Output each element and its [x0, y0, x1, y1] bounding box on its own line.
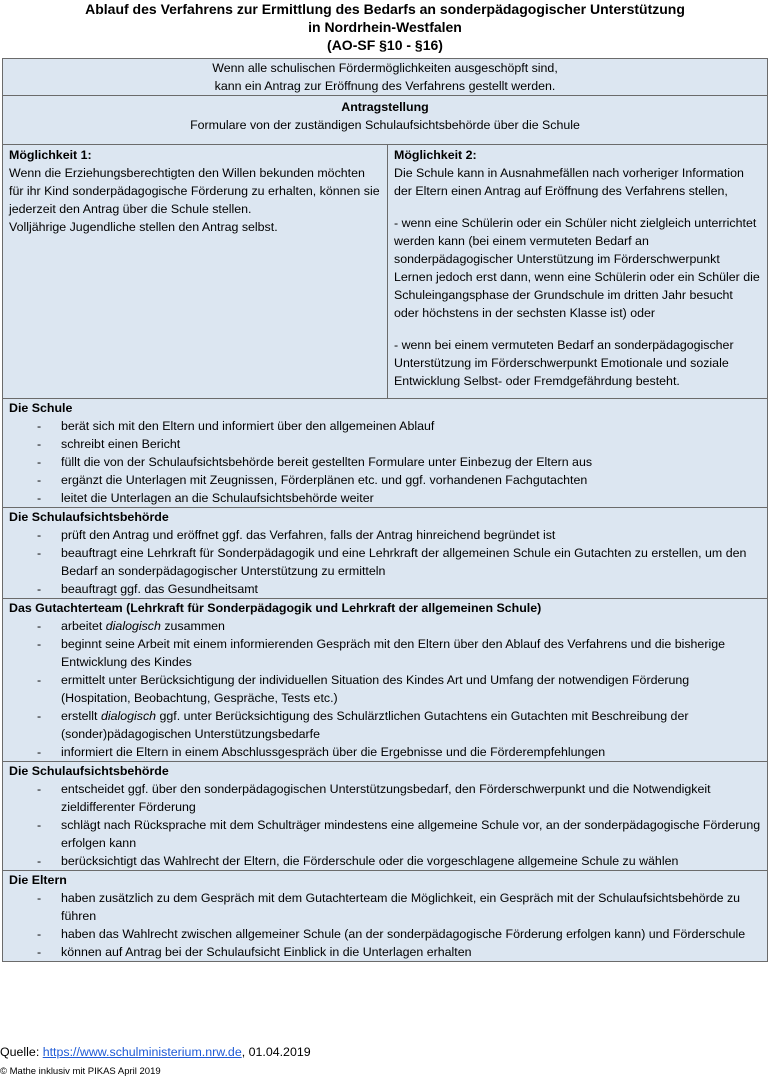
- source-line: [0, 1045, 311, 1059]
- eltern-list: [9, 889, 761, 961]
- list-item: - beginnt seine Arbeit mit einem informierenden Gespräch mit den Eltern über den Ablauf des Verfahrens und die bisherige Entwicklung des Kindes: [9, 635, 761, 671]
- behoerde-1-row: [3, 508, 768, 599]
- team-list: [9, 617, 761, 761]
- list-item: - können auf Antrag bei der Schulaufsicht Einblick in die Unterlagen erhalten: [9, 943, 761, 961]
- list-item: - entscheidet ggf. über den sonderpädagogischen Unterstützungsbedarf, den Förderschwerpunkt und die Notwendigkeit zieldifferenter Förderung: [9, 780, 761, 816]
- list-item: - erstellt dialogisch ggf. unter Berücksichtigung des Schulärztlichen Gutachtens ein Gutachten mit Beschreibung der (sonder)pädagogischen Unterstützungsbedarfe: [9, 707, 761, 743]
- option-1-heading: Möglichkeit 1:: [9, 148, 92, 162]
- list-item: - haben zusätzlich zu dem Gespräch mit dem Gutachterteam die Möglichkeit, ein Gespräch mit der Schulaufsichtsbehörde zu führen: [9, 889, 761, 925]
- source-date: , 01.04.2019: [241, 1045, 311, 1059]
- source-label: Quelle:: [0, 1045, 43, 1059]
- list-item: - ergänzt die Unterlagen mit Zeugnissen, Förderplänen etc. und ggf. vorhandenen Fachgutachten: [9, 471, 761, 489]
- option-2-paragraph-1: Die Schule kann in Ausnahmefällen nach vorheriger Information der Eltern einen Antrag auf Eröffnung des Verfahrens stellen,: [394, 166, 744, 198]
- title-line-1: Ablauf des Verfahrens zur Ermittlung des Bedarfs an sonderpädagogischer Unterstützung: [85, 1, 685, 17]
- team-cell: [3, 599, 768, 762]
- document-title: [0, 0, 770, 56]
- list-item: - schreibt einen Bericht: [9, 435, 761, 453]
- list-item: - füllt die von der Schulaufsichtsbehörde bereit gestellten Formulare unter Einbezug der Eltern aus: [9, 453, 761, 471]
- antrag-text: Formulare von der zuständigen Schulaufsichtsbehörde über die Schule: [190, 118, 580, 132]
- option-1-text: Wenn die Erziehungsberechtigten den Willen bekunden möchten für ihr Kind sonderpädagogische Förderung zu erhalten, können sie jederzeit den Antrag über die Schule stellen.: [9, 166, 380, 216]
- antrag-cell: [3, 96, 768, 145]
- option-2-heading: Möglichkeit 2:: [394, 148, 477, 162]
- behoerde-2-row: [3, 762, 768, 871]
- option-2-paragraph-2: - wenn eine Schülerin oder ein Schüler nicht zielgleich unterrichtet werden kann (bei einem vermuteten Bedarf an sonderpädagogischer Unterstützung im Förderschwerpunkt Lernen jedoch erst dann, wenn eine Schülerin oder ein Schüler die Schuleingangsphase der Grundschule im dritten Jahr besucht oder höchstens in der sechsten Klasse ist) oder: [394, 216, 760, 320]
- list-item: - schlägt nach Rücksprache mit dem Schulträger mindestens eine allgemeine Schule vor, an der sonderpädagogische Förderung erfolgen kann: [9, 816, 761, 852]
- intro-line-1: Wenn alle schulischen Fördermöglichkeiten ausgeschöpft sind,: [212, 61, 558, 75]
- behoerde-1-list: [9, 526, 761, 598]
- schule-row: [3, 399, 768, 508]
- procedure-table: [2, 58, 768, 962]
- schule-heading: Die Schule: [9, 401, 73, 415]
- list-item: - berät sich mit den Eltern und informiert über den allgemeinen Ablauf: [9, 417, 761, 435]
- list-item: - arbeitet dialogisch zusammen: [9, 617, 761, 635]
- list-item: - berücksichtigt das Wahlrecht der Eltern, die Förderschule oder die vorgeschlagene allgemeine Schule zu wählen: [9, 852, 761, 870]
- team-row: [3, 599, 768, 762]
- title-line-3: (AO-SF §10 - §16): [327, 37, 443, 53]
- option-1-text-2: Volljährige Jugendliche stellen den Antrag selbst.: [9, 220, 278, 234]
- behoerde-1-heading: Die Schulaufsichtsbehörde: [9, 510, 169, 524]
- title-line-2: in Nordrhein-Westfalen: [308, 19, 462, 35]
- antrag-row: [3, 96, 768, 145]
- option-1-cell: [3, 145, 388, 399]
- copyright-note: © Mathe inklusiv mit PIKAS April 2019: [0, 1066, 161, 1077]
- list-item: - haben das Wahlrecht zwischen allgemeiner Schule (an der sonderpädagogische Förderung erfolgen kann) und Förderschule: [9, 925, 761, 943]
- option-2-cell: [388, 145, 768, 399]
- intro-row: [3, 59, 768, 96]
- list-item: - informiert die Eltern in einem Abschlussgespräch über die Ergebnisse und die Förderempfehlungen: [9, 743, 761, 761]
- list-item: - leitet die Unterlagen an die Schulaufsichtsbehörde weiter: [9, 489, 761, 507]
- antrag-heading: Antragstellung: [341, 100, 429, 114]
- behoerde-1-cell: [3, 508, 768, 599]
- eltern-heading: Die Eltern: [9, 873, 67, 887]
- eltern-row: [3, 871, 768, 962]
- intro-line-2: kann ein Antrag zur Eröffnung des Verfahrens gestellt werden.: [214, 79, 556, 93]
- intro-cell: [3, 59, 768, 96]
- option-2-paragraph-3: - wenn bei einem vermuteten Bedarf an sonderpädagogischer Unterstützung im Förderschwerpunkt Emotionale und soziale Entwicklung Selbst- oder Fremdgefährdung besteht.: [394, 338, 734, 388]
- list-item: - ermittelt unter Berücksichtigung der individuellen Situation des Kindes Art und Umfang der notwendigen Förderung (Hospitation, Beobachtung, Gespräche, Tests etc.): [9, 671, 761, 707]
- source-link[interactable]: https://www.schulministerium.nrw.de: [42, 1045, 242, 1059]
- schule-list: [9, 417, 761, 507]
- options-row: [3, 145, 768, 399]
- behoerde-2-heading: Die Schulaufsichtsbehörde: [9, 764, 169, 778]
- list-item: - prüft den Antrag und eröffnet ggf. das Verfahren, falls der Antrag hinreichend begründet ist: [9, 526, 761, 544]
- behoerde-2-cell: [3, 762, 768, 871]
- behoerde-2-list: [9, 780, 761, 870]
- team-heading: Das Gutachterteam (Lehrkraft für Sonderpädagogik und Lehrkraft der allgemeinen Schule): [9, 601, 542, 615]
- eltern-cell: [3, 871, 768, 962]
- list-item: - beauftragt ggf. das Gesundheitsamt: [9, 580, 761, 598]
- schule-cell: [3, 399, 768, 508]
- list-item: - beauftragt eine Lehrkraft für Sonderpädagogik und eine Lehrkraft der allgemeinen Schule ein Gutachten zu erstellen, um den Bedarf an sonderpädagogischer Unterstützung zu ermitteln: [9, 544, 761, 580]
